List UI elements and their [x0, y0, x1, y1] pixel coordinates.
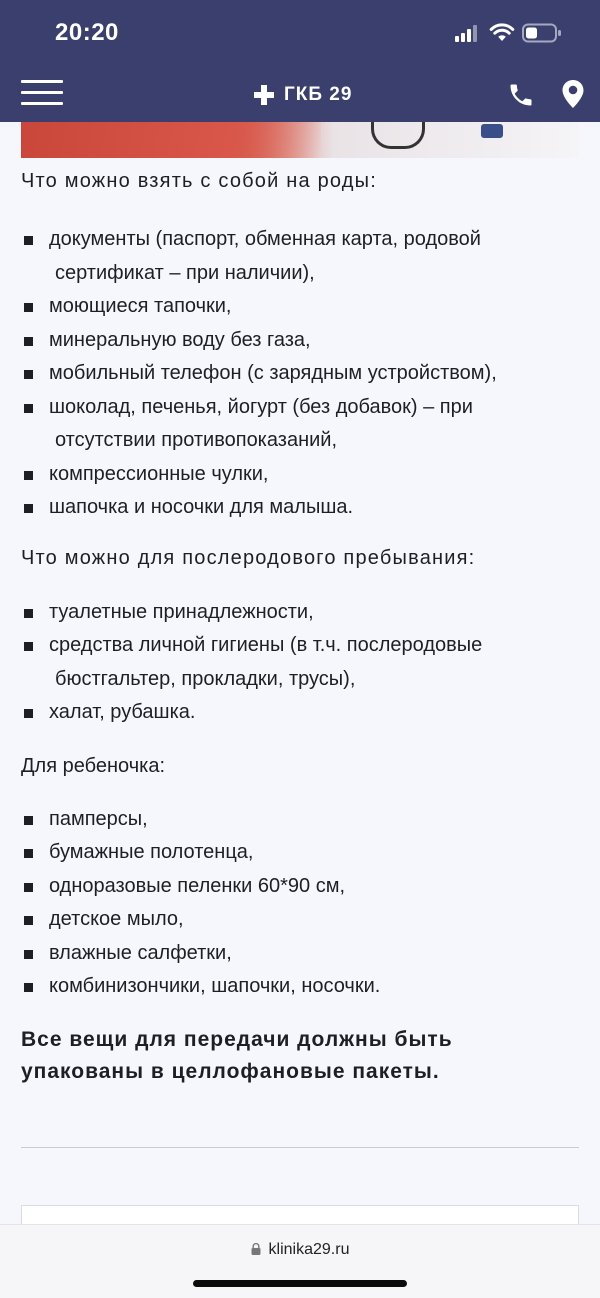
url-text: klinika29.ru — [268, 1241, 350, 1258]
list-item — [21, 836, 579, 870]
list-item — [21, 803, 579, 837]
phone-icon[interactable] — [507, 81, 535, 109]
list-item-text-continued: бюстгальтер, прокладки, трусы), — [55, 667, 356, 690]
list-item — [21, 324, 579, 358]
list-item-text: бумажные полотенца, — [49, 841, 254, 863]
battery-icon — [522, 23, 562, 43]
site-header — [0, 66, 600, 122]
list-item — [21, 870, 579, 904]
list-item — [21, 458, 579, 492]
list-item — [21, 357, 579, 391]
wifi-icon — [489, 22, 515, 42]
list-item — [21, 491, 579, 525]
list-item-text: моющиеся тапочки, — [49, 295, 232, 317]
postpartum-items-list — [21, 596, 579, 730]
list-item-text: халат, рубашка. — [49, 701, 196, 723]
list-item-text: влажные салфетки, — [49, 941, 232, 964]
section-divider — [21, 1147, 579, 1148]
status-time: 20:20 — [55, 19, 119, 46]
location-pin-icon[interactable] — [562, 80, 584, 108]
lock-icon — [251, 1243, 261, 1255]
list-item — [21, 629, 579, 696]
baby-items-list — [21, 803, 579, 1004]
top-bar — [0, 0, 600, 122]
list-item-text: одноразовые пеленки 60*90 см, — [49, 874, 346, 897]
url-display[interactable] — [0, 1241, 600, 1259]
cellular-signal-icon — [455, 24, 481, 42]
list-item-text: туалетные принадлежности, — [49, 600, 314, 623]
baby-section-title: Для ребеночка: — [21, 754, 165, 777]
list-item — [21, 970, 579, 1004]
list-item-text: детское мыло, — [49, 908, 184, 930]
birth-items-list — [21, 223, 579, 525]
postpartum-section-title: Что можно для послеродового пребывания: — [21, 546, 476, 569]
list-item-text: шоколад, печенья, йогурт (без добавок) – при — [49, 395, 473, 418]
packing-note: Все вещи для передачи должны быть упакованы в целлофановые пакеты. — [21, 1027, 453, 1083]
list-item — [21, 596, 579, 630]
list-item — [21, 937, 579, 971]
list-item-text-continued: отсутствии противопоказаний, — [55, 429, 338, 451]
site-title: ГКБ 29 — [284, 84, 353, 105]
article-image — [21, 122, 579, 158]
list-item-text-continued: сертификат – при наличии), — [55, 261, 315, 284]
medical-cross-icon — [254, 85, 274, 105]
list-item — [21, 696, 579, 730]
list-item — [21, 290, 579, 324]
list-item-text: мобильный телефон (с зарядным устройством), — [49, 362, 497, 384]
browser-address-bar[interactable] — [0, 1224, 600, 1298]
hamburger-menu-icon[interactable] — [21, 80, 63, 106]
list-item-text: компрессионные чулки, — [49, 462, 269, 485]
list-item — [21, 223, 579, 290]
list-item — [21, 391, 579, 458]
list-item-text: средства личной гигиены (в т.ч. послеродовые — [49, 634, 483, 656]
list-item-text: шапочка и носочки для малыша. — [49, 496, 354, 518]
home-indicator[interactable] — [193, 1280, 407, 1287]
list-item-text: документы (паспорт, обменная карта, родовой — [49, 228, 481, 250]
list-item-text: памперсы, — [49, 807, 148, 830]
birth-section-title: Что можно взять с собой на роды: — [21, 170, 377, 192]
article-content — [21, 166, 579, 1088]
site-brand[interactable] — [254, 82, 352, 108]
list-item-text: минеральную воду без газа, — [49, 328, 311, 351]
list-item-text: комбинизончики, шапочки, носочки. — [49, 975, 381, 997]
list-item — [21, 903, 579, 937]
